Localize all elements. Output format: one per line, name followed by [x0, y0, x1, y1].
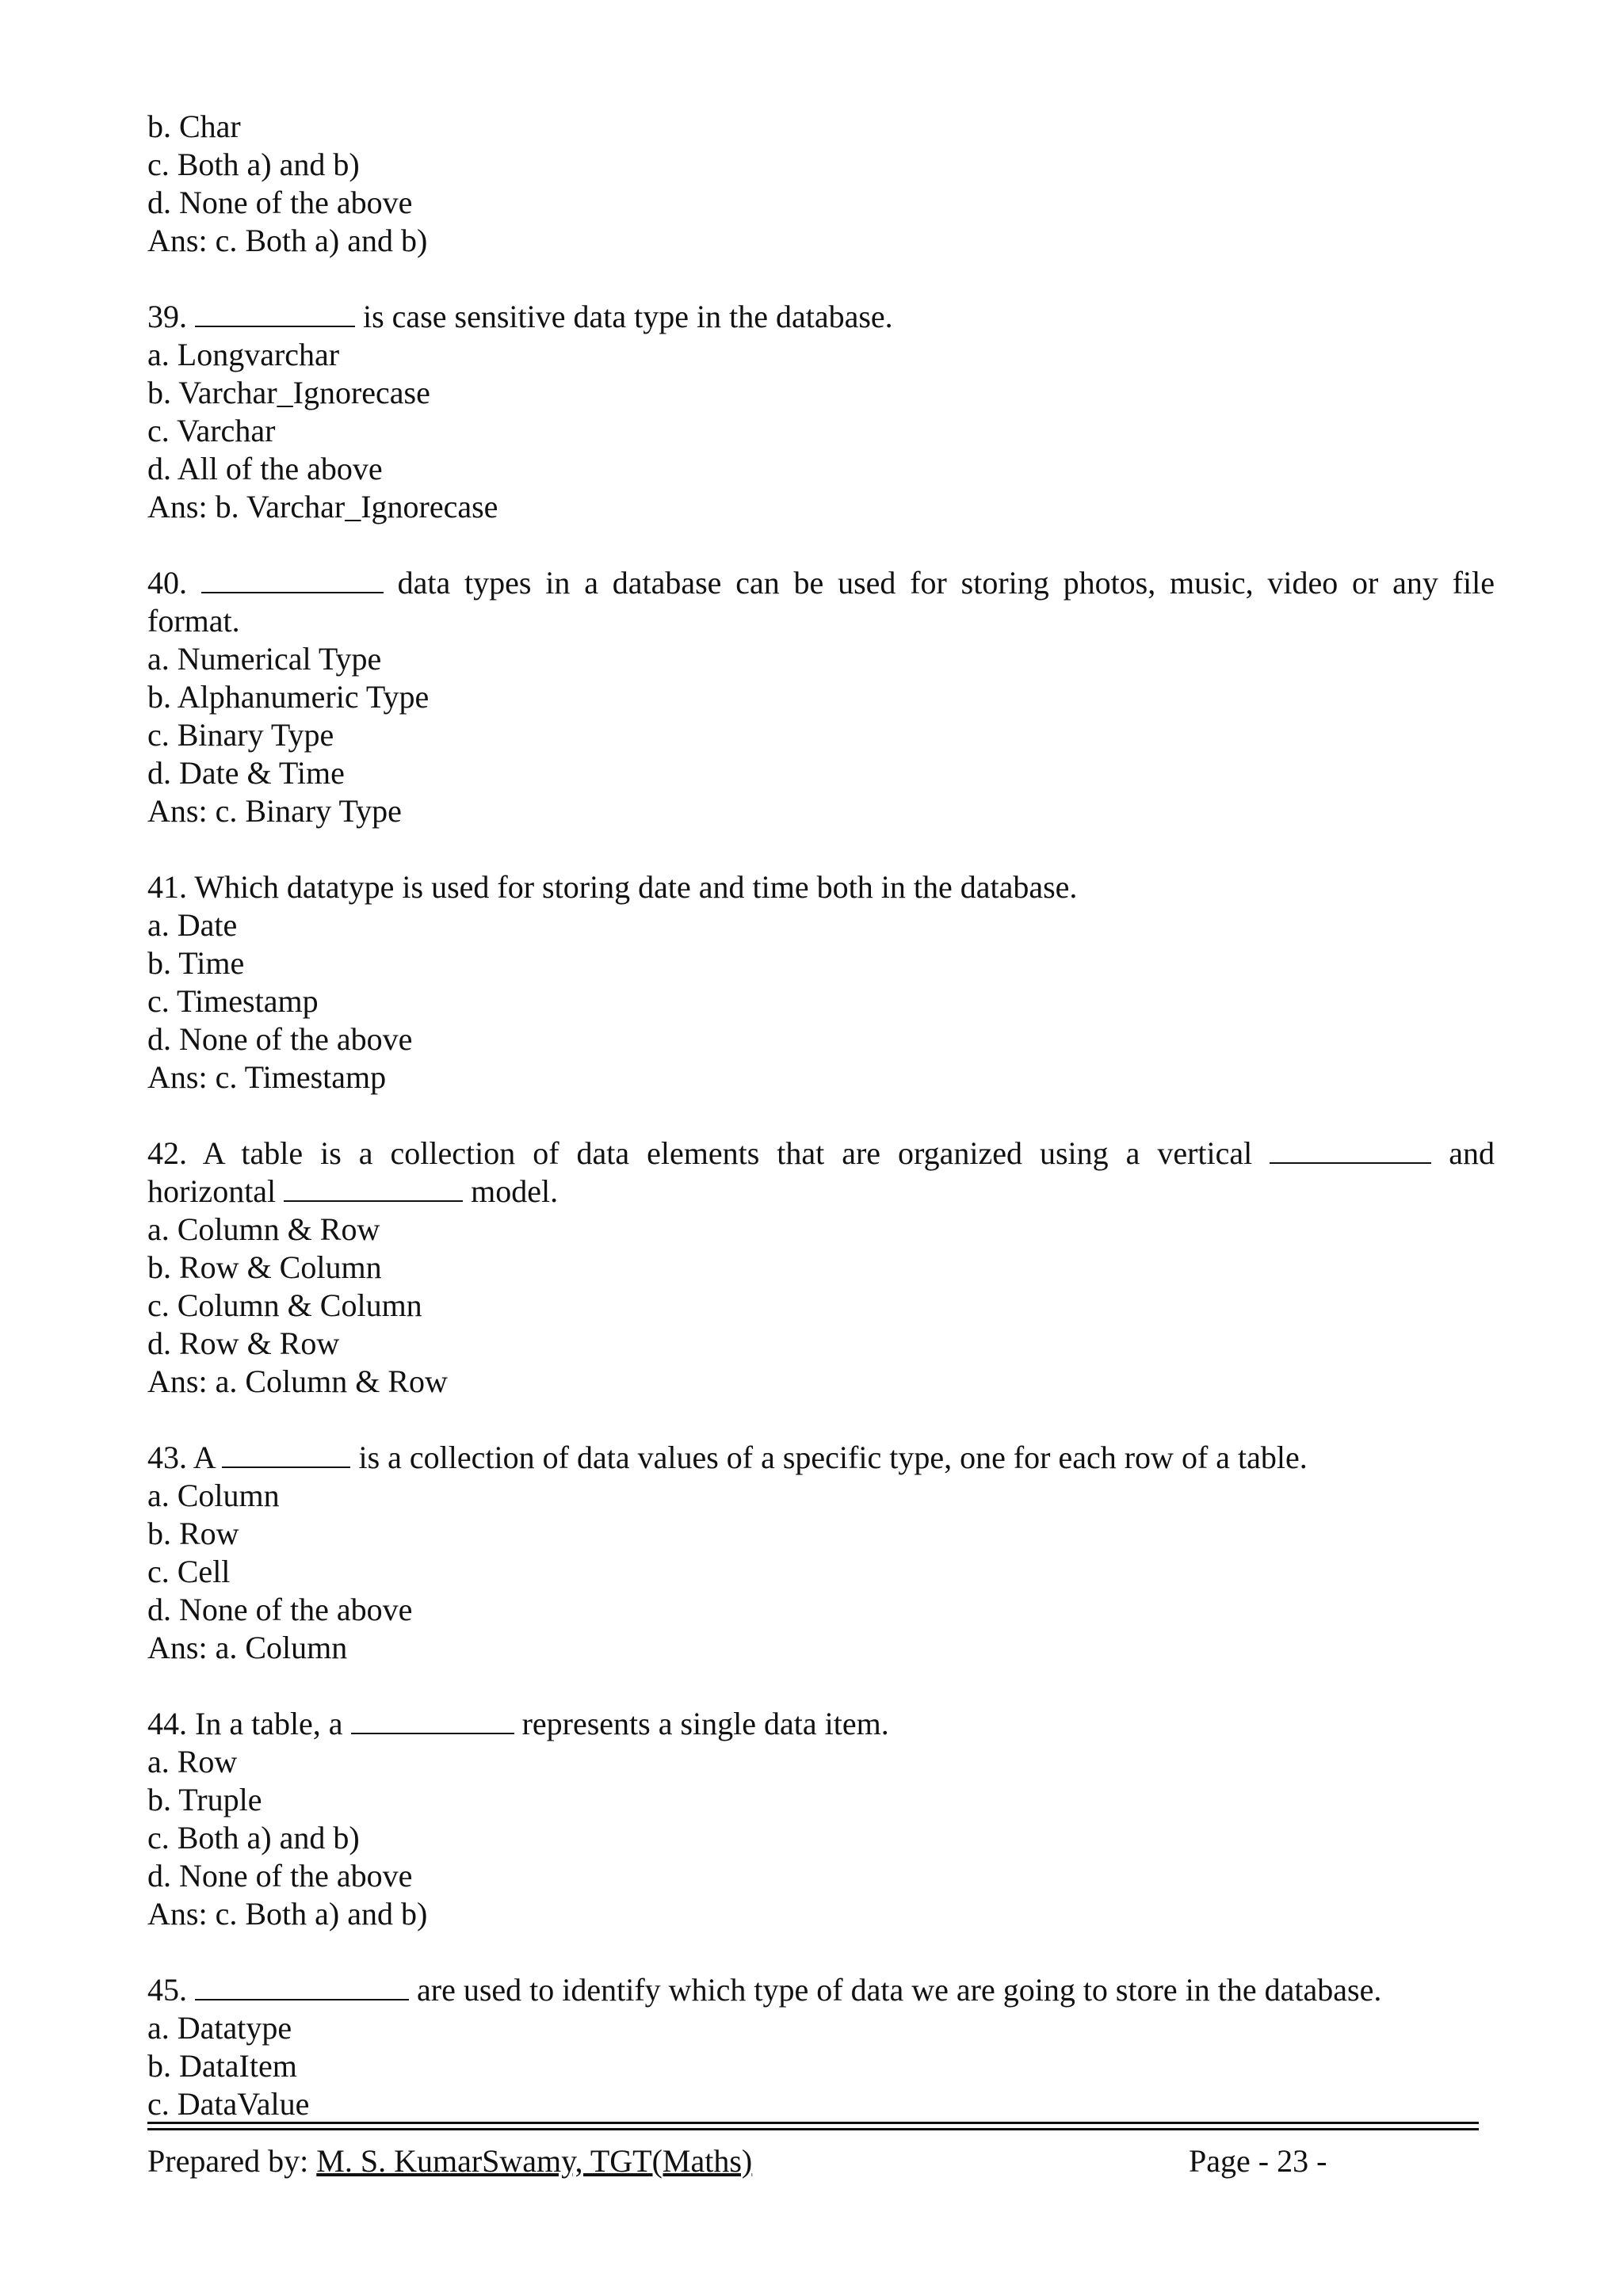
- option-b: b. Char: [147, 109, 241, 144]
- answer-line: Ans: c. Timestamp: [147, 1059, 387, 1095]
- option-b: b. Time: [147, 945, 245, 981]
- option-b: b. Varchar_Ignorecase: [147, 375, 430, 410]
- document-body: [147, 108, 1495, 2123]
- answer-blank: [284, 1173, 463, 1202]
- question-45: 45. are used to identify which type of data we are going to store in the database.: [147, 1972, 1382, 2008]
- option-c: c. Column & Column: [147, 1287, 422, 1323]
- option-b: b. DataItem: [147, 2048, 297, 2084]
- option-a: a. Row: [147, 1744, 238, 1779]
- option-d: d. Row & Row: [147, 1325, 340, 1361]
- option-a: a. Column & Row: [147, 1211, 380, 1247]
- page-number: Page - 23 -: [1189, 2143, 1327, 2179]
- option-d: d. All of the above: [147, 451, 383, 486]
- answer-blank: [195, 1972, 409, 2000]
- option-a: a. Column: [147, 1478, 280, 1513]
- answer-blank: [201, 565, 384, 593]
- option-c: c. Both a) and b): [147, 147, 360, 182]
- answer-blank: [1270, 1135, 1431, 1164]
- answer-line: Ans: b. Varchar_Ignorecase: [147, 489, 498, 524]
- page-footer: [147, 2142, 1479, 2180]
- question-40: 40. data types in a database can be used for storing photos, music, video or any file: [147, 565, 1495, 601]
- option-d: d. None of the above: [147, 185, 413, 220]
- question-42-continued: horizontal model.: [147, 1173, 559, 1209]
- option-c: c. Cell: [147, 1554, 231, 1589]
- question-39: 39. is case sensitive data type in the database.: [147, 299, 893, 334]
- question-40-continued: format.: [147, 603, 240, 639]
- footer-double-rule: [147, 2122, 1479, 2130]
- option-d: d. None of the above: [147, 1021, 413, 1057]
- option-d: d. None of the above: [147, 1592, 413, 1627]
- option-a: a. Longvarchar: [147, 337, 340, 372]
- option-d: d. None of the above: [147, 1858, 413, 1894]
- question-42: 42. A table is a collection of data elements that are organized using a vertical and: [147, 1135, 1495, 1171]
- option-a: a. Numerical Type: [147, 641, 382, 677]
- answer-blank: [351, 1706, 514, 1734]
- option-c: c. Varchar: [147, 413, 276, 448]
- question-43: 43. A is a collection of data values of a specific type, one for each row of a table.: [147, 1440, 1308, 1475]
- answer-line: Ans: c. Both a) and b): [147, 223, 428, 258]
- prepared-by-label: Prepared by:: [147, 2143, 309, 2179]
- option-c: c. DataValue: [147, 2086, 310, 2122]
- answer-blank: [222, 1440, 350, 1468]
- option-a: a. Datatype: [147, 2010, 292, 2046]
- option-b: b. Row: [147, 1516, 239, 1551]
- option-c: c. Both a) and b): [147, 1820, 360, 1855]
- option-b: b. Row & Column: [147, 1249, 382, 1285]
- answer-line: Ans: a. Column: [147, 1630, 348, 1665]
- option-a: a. Date: [147, 907, 238, 943]
- option-c: c. Binary Type: [147, 717, 334, 753]
- answer-line: Ans: a. Column & Row: [147, 1363, 448, 1399]
- answer-blank: [195, 299, 355, 327]
- answer-line: Ans: c. Both a) and b): [147, 1896, 428, 1932]
- option-d: d. Date & Time: [147, 755, 345, 791]
- question-44: 44. In a table, a represents a single data item.: [147, 1706, 889, 1741]
- option-c: c. Timestamp: [147, 983, 319, 1019]
- answer-line: Ans: c. Binary Type: [147, 793, 402, 829]
- option-b: b. Alphanumeric Type: [147, 679, 430, 715]
- question-41: 41. Which datatype is used for storing date and time both in the database.: [147, 869, 1078, 905]
- option-b: b. Truple: [147, 1782, 262, 1817]
- author-name: M. S. KumarSwamy, TGT(Maths): [316, 2143, 753, 2179]
